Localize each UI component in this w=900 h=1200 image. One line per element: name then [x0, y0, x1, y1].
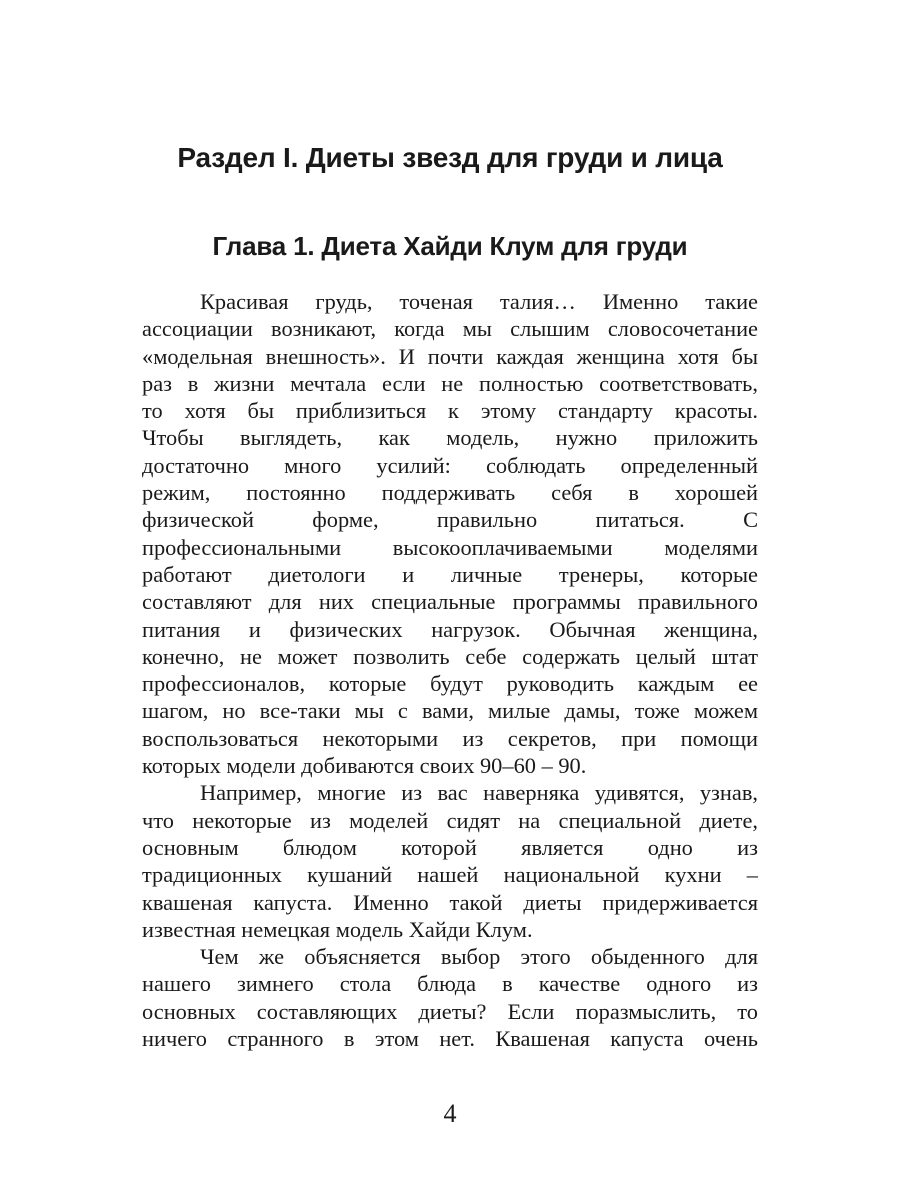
paragraph-2 [142, 779, 758, 943]
text-line: известная немецкая модель Хайди Клум. [142, 916, 533, 942]
text-line: Чем же объясняется выбор этого обыденного для [200, 944, 758, 970]
text-line: профессиональными высокооплачиваемыми моделями [142, 534, 758, 560]
text-line: традиционных кушаний нашей национальной кухни – [142, 862, 758, 888]
text-line: шагом, но все-таки мы с вами, милые дамы, тоже можем [142, 698, 758, 724]
text-line: Например, многие из вас наверняка удивятся, узнав, [200, 780, 758, 806]
text-line: ассоциации возникают, когда мы слышим словосочетание [142, 316, 758, 342]
page-number: 4 [443, 1099, 457, 1128]
text-line: профессионалов, которые будут руководить каждым ее [142, 671, 758, 697]
text-line: квашеная капуста. Именно такой диеты придерживается [142, 889, 758, 915]
text-line: физической форме, правильно питаться. С [142, 507, 758, 533]
text-line: «модельная внешность». И почти каждая женщина хотя бы [142, 343, 758, 369]
chapter-title: Глава 1. Диета Хайди Клум для груди [212, 231, 688, 261]
text-line: воспользоваться некоторыми из секретов, при помощи [142, 725, 758, 751]
text-line: то хотя бы приблизиться к этому стандарту красоты. [142, 398, 758, 424]
text-line: Чтобы выглядеть, как модель, нужно приложить [142, 425, 758, 451]
text-line: нашего зимнего стола блюда в качестве одного из [142, 971, 758, 997]
text-line: основных составляющих диеты? Если поразмыслить, то [142, 998, 758, 1024]
text-line: что некоторые из моделей сидят на специальной диете, [142, 807, 758, 833]
text-line: составляют для них специальные программы правильного [142, 589, 758, 615]
text-line: которых модели добиваются своих 90–60 – 90. [142, 753, 587, 779]
text-line: достаточно много усилий: соблюдать определенный [142, 452, 758, 478]
section-title: Раздел I. Диеты звезд для груди и лица [177, 142, 723, 173]
text-line: раз в жизни мечтала если не полностью соответствовать, [142, 370, 758, 396]
paragraph-3 [142, 943, 758, 1052]
text-line: работают диетологи и личные тренеры, которые [142, 561, 758, 587]
text-line: основным блюдом которой является одно из [142, 834, 758, 860]
text-line: Красивая грудь, точеная талия… Именно такие [200, 289, 758, 314]
text-line: питания и физических нагрузок. Обычная женщина, [142, 616, 758, 642]
body-text [142, 288, 758, 1052]
text-line: конечно, не может позволить себе содержать целый штат [142, 643, 758, 669]
paragraph-1 [142, 288, 758, 779]
text-line: ничего странного в этом нет. Квашеная капуста очень [142, 1026, 758, 1052]
text-line: режим, постоянно поддерживать себя в хорошей [142, 480, 758, 506]
